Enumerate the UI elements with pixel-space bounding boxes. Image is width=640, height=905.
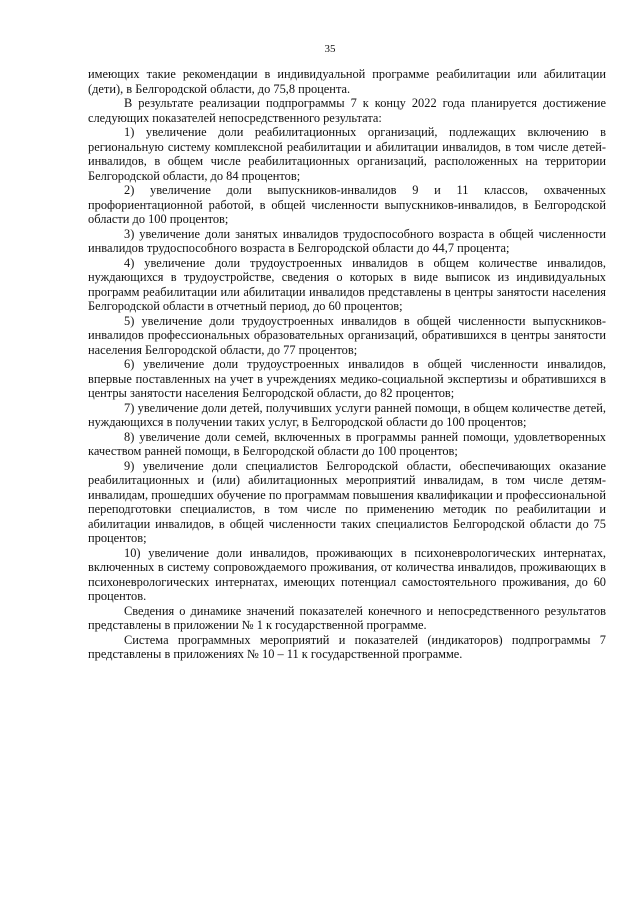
list-item-6: 6) увеличение доли трудоустроенных инвалидов в общей численности инвалидов, впервые поставленных на учет в учреждениях медико-социальной экспертизы и обратившихся в центры занятости населения Белгородской области, до 82 процентов; — [88, 357, 606, 400]
list-item-5: 5) увеличение доли трудоустроенных инвалидов в общей численности выпускников-инвалидов профессиональных образовательных организаций, обратившихся в центры занятости населения Белгородской области, до 77 процентов; — [88, 313, 606, 357]
list-item-4: 4) увеличение доли трудоустроенных инвалидов в общем количестве инвалидов, нуждающихся в трудоустройстве, сведения о которых в виде выписок из индивидуальных программ реабилитации или абилитации инвалидов представлены в центры занятости населения Белгородской области в отчетный период, до 60 процентов; — [88, 255, 606, 313]
paragraph-intro: В результате реализации подпрограммы 7 к концу 2022 года планируется достижение следующих показателей непосредственного результата: — [88, 96, 606, 125]
list-item-8: 8) увеличение доли семей, включенных в программы ранней помощи, удовлетворенных качеством ранней помощи, в Белгородской области до 100 процентов; — [88, 429, 606, 458]
page-number: 35 — [324, 43, 336, 55]
document-body — [88, 67, 606, 662]
list-item-7: 7) увеличение доли детей, получивших услуги ранней помощи, в общем количестве детей, нуждающихся в получении таких услуг, в Белгородской области до 100 процентов; — [88, 400, 606, 429]
paragraph-continuation: имеющих такие рекомендации в индивидуальной программе реабилитации или абилитации (дети), в Белгородской области, до 75,8 процента. — [88, 67, 606, 96]
list-item-9: 9) увеличение доли специалистов Белгородской области, обеспечивающих оказание реабилитационных и (или) абилитационных мероприятий инвалидам, в том числе детям-инвалидам, прошедших обучение по программам повышения квалификации и профессиональной переподготовки специалистов, в том числе по применению методик по реабилитации и абилитации инвалидов, в общей численности таких специалистов Белгородской области до 75 процентов; — [88, 458, 606, 545]
paragraph-dynamics: Сведения о динамике значений показателей конечного и непосредственного результатов представлены в приложении № 1 к государственной программе. — [88, 603, 606, 632]
list-item-10: 10) увеличение доли инвалидов, проживающих в психоневрологических интернатах, включенных в систему сопровождаемого проживания, от количества инвалидов, проживающих в психоневрологических интернатах, имеющих потенциал самостоятельного проживания, до 60 процентов. — [88, 545, 606, 603]
list-item-2: 2) увеличение доли выпускников-инвалидов 9 и 11 классов, охваченных профориентационной работой, в общей численности выпускников-инвалидов, в Белгородской области до 100 процентов; — [88, 183, 606, 226]
list-item-3: 3) увеличение доли занятых инвалидов трудоспособного возраста в общей численности инвалидов трудоспособного возраста в Белгородской области до 44,7 процента; — [88, 226, 606, 255]
list-item-1: 1) увеличение доли реабилитационных организаций, подлежащих включению в региональную систему комплексной реабилитации и абилитации инвалидов, в том числе детей-инвалидов, в общем числе реабилитационных организаций, расположенных на территории Белгородской области, до 84 процентов; — [88, 125, 606, 183]
paragraph-system: Система программных мероприятий и показателей (индикаторов) подпрограммы 7 представлены в приложениях № 10 – 11 к государственной программе. — [88, 632, 606, 661]
